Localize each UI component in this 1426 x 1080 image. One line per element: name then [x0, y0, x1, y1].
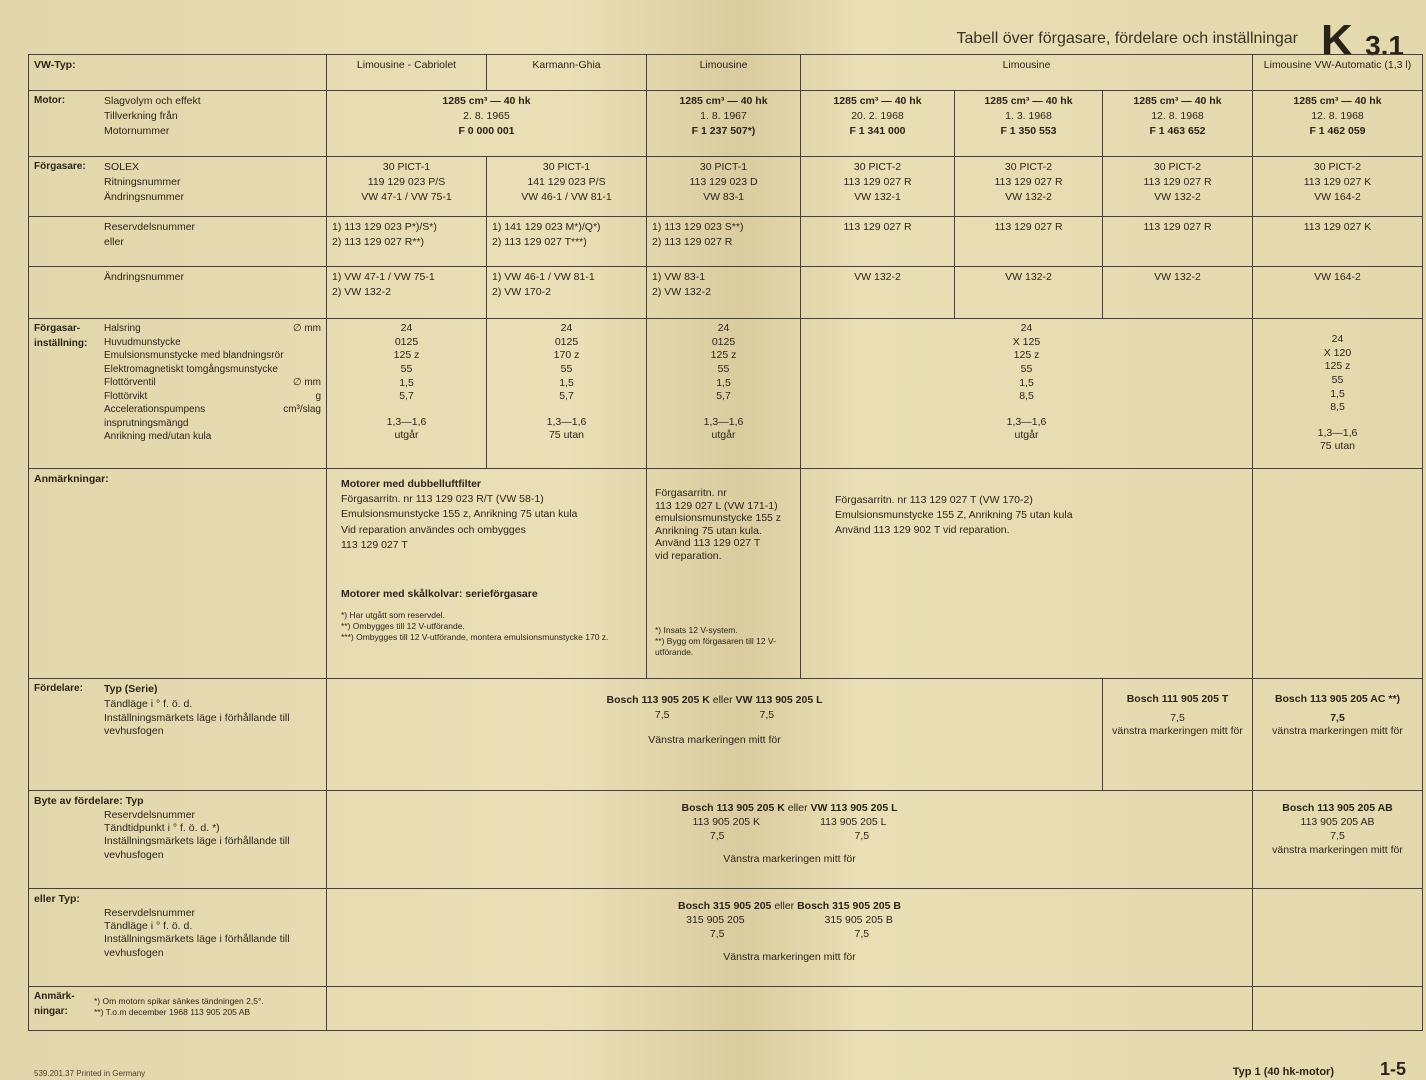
motor-g4-date: 1. 3. 1968: [1005, 110, 1052, 123]
installning-item-2: Huvudmunstycke: [104, 336, 181, 348]
byte-p2: 113 905 205 L: [820, 816, 887, 829]
motor-g1-number: F 0 000 001: [458, 125, 515, 138]
fordelare-c3-mark: vänstra markeringen mitt för: [1272, 725, 1403, 738]
installning-c1-v6: 5,7: [399, 390, 414, 403]
vwtyp-col-3: Limousine: [647, 55, 801, 91]
byte-p1: 113 905 205 K: [692, 816, 761, 829]
anm-a-line-2: Emulsionsmunstycke 155 z, Anrikning 75 utan kula: [341, 508, 578, 521]
installning-unit-7: cm³/slag: [283, 404, 321, 415]
reserv-c2-line-1: 1) 141 129 023 M*)/Q*): [492, 221, 601, 233]
forgasare-col-1: [327, 157, 487, 217]
anmarkningar-label: Anmärkningar:: [29, 469, 327, 679]
anm-b-line-3: emulsionsmunstycke 155 z: [655, 512, 782, 525]
byte-c3-part: 113 905 205 AB: [1300, 816, 1375, 829]
installning-c2-v1: 24: [560, 322, 573, 334]
installning-c5-v8: 75 utan: [1319, 440, 1356, 453]
motor-group-4: [955, 91, 1103, 157]
anm-a-line-4: 113 129 027 T: [341, 538, 408, 551]
andring-col-2: [487, 267, 647, 319]
document-title: Tabell över förgasare, fördelare och inställningar: [956, 30, 1298, 47]
forgasare-c3-model: 30 PICT-1: [699, 161, 748, 173]
motor-g4-number: F 1 350 553: [1000, 125, 1057, 138]
installning-col-4: [801, 319, 1253, 469]
fordelare-main: [327, 679, 1103, 791]
fordelare-c3-val: 7,5: [1330, 712, 1345, 725]
reserv-col-2: [487, 217, 647, 267]
installning-c5-v7: 1,3—1,6: [1317, 426, 1358, 439]
installning-c4-v6: 8,5: [1019, 390, 1034, 403]
reserv-item-1: Reservdelsnummer: [104, 221, 196, 233]
reserv-c1-line-2: 2) 113 129 027 R**): [332, 236, 425, 249]
forgasare-c3-drawing: 113 129 023 D: [689, 176, 758, 189]
motor-g6-number: F 1 462 059: [1309, 125, 1366, 138]
anmarkningar-col-d: [1253, 469, 1423, 679]
reserv-item-2: eller: [104, 236, 124, 249]
installning-col-3: [647, 319, 801, 469]
motor-group-3: [801, 91, 955, 157]
reserv-col-3: [647, 217, 801, 267]
byte-label-cell: [29, 791, 327, 889]
forgasare-item-3: Ändringsnummer: [104, 191, 184, 204]
installning-c2-v6: 5,7: [559, 390, 574, 403]
anm-b-line-6: vid reparation.: [655, 549, 722, 562]
forgasare-c4-drawing: 113 129 027 R: [843, 176, 912, 189]
forgasare-c4-change: VW 132-1: [854, 191, 901, 204]
installning-c5-v2: X 120: [1323, 346, 1352, 359]
forgasare-col-5: [955, 157, 1103, 217]
installning-c4-v2: X 125: [1012, 335, 1041, 348]
fordelare-main-vw: VW 113 905 205 L: [735, 694, 823, 706]
installning-unit-6: g: [315, 390, 321, 402]
anm2-note-2: **) T.o.m december 1968 113 905 205 AB: [94, 1007, 251, 1018]
vwtyp-col-2: Karmann-Ghia: [487, 55, 647, 91]
anm-c-line-3: Använd 113 129 902 T vid reparation.: [835, 524, 1010, 537]
fordelare-main-v2: 7,5: [759, 709, 775, 722]
anm-b-line-5: Använd 113 129 027 T: [655, 537, 761, 550]
fordelare-item-2: Inställningsmärkets läge i förhållande till vevhusfogen: [104, 712, 290, 737]
forgasare-c6-model: 30 PICT-2: [1153, 161, 1202, 173]
anm-b-note-1: *) Insats 12 V-system.: [655, 624, 738, 635]
installning-label-2: inställning:: [34, 337, 88, 349]
row-reserv: [29, 217, 1423, 267]
installning-c2-v4: 55: [560, 362, 573, 375]
ellertyp-label-cell: [29, 889, 327, 987]
row-anmarkningar: [29, 469, 1423, 679]
vwtyp-col-4: Limousine: [801, 55, 1253, 91]
installning-c1-v8: utgår: [394, 429, 419, 442]
ellertyp-item-2: Tändläge i ° f. ö. d.: [104, 920, 193, 933]
forgasare-c4-model: 30 PICT-2: [853, 161, 902, 173]
fordelare-item-1: Tändläge i ° f. ö. d.: [104, 698, 193, 711]
installning-c5-v5: 1,5: [1330, 387, 1345, 400]
forgasare-c7-drawing: 113 129 027 K: [1303, 176, 1372, 189]
byte-main-bosch: Bosch 113 905 205 K: [681, 802, 785, 814]
forgasare-item-1: SOLEX: [104, 161, 140, 173]
motor-item-3: Motornummer: [104, 125, 170, 138]
forgasare-c5-change: VW 132-2: [1005, 191, 1052, 204]
byte-c3-mark: vänstra markeringen mitt för: [1272, 843, 1403, 856]
motor-g2-volume: 1285 cm³ — 40 hk: [679, 95, 768, 107]
forgasare-col-3: [647, 157, 801, 217]
row-ellertyp: [29, 889, 1423, 987]
vwtyp-label: VW-Typ:: [29, 55, 327, 91]
installning-unit-1: ∅ mm: [292, 323, 321, 334]
fordelare-label: Fördelare:: [34, 683, 83, 694]
byte-eller: eller: [787, 802, 808, 814]
byte-c3-bosch: Bosch 113 905 205 AB: [1282, 802, 1393, 814]
fordelare-label-cell: [29, 679, 327, 791]
forgasare-c1-drawing: 119 129 023 P/S: [367, 176, 446, 189]
forgasare-c1-model: 30 PICT-1: [382, 161, 431, 173]
reserv-c1-line-1: 1) 113 129 023 P*)/S*): [332, 221, 437, 233]
installning-item-5: Flottörventil: [104, 377, 156, 388]
footer-type: Typ 1 (40 hk-motor): [1232, 1066, 1334, 1078]
forgasare-c1-change: VW 47-1 / VW 75-1: [361, 191, 452, 204]
motor-group-5: [1103, 91, 1253, 157]
installning-item-7: Accelerationspumpens insprutningsmängd: [104, 404, 206, 429]
installning-c1-v2: 0125: [394, 335, 419, 348]
reserv-c3-line-2: 2) 113 129 027 R: [652, 236, 733, 249]
installning-c4-v1: 24: [1020, 322, 1033, 334]
installning-item-3: Emulsionsmunstycke med blandningsrör: [104, 350, 284, 361]
anm-a-title-2: Motorer med skålkolvar: serieförgasare: [341, 588, 538, 601]
vwtyp-col-5: Limousine VW-Automatic (1,3 l): [1253, 55, 1423, 91]
andring-c1-line-2: 2) VW 132-2: [332, 286, 391, 299]
installning-c3-v3: 125 z: [710, 349, 737, 362]
installning-c5-v3: 125 z: [1324, 360, 1351, 373]
anm-b-line-2: 113 129 027 L (VW 171-1): [655, 499, 778, 512]
installning-c4-v8: utgår: [1014, 429, 1039, 442]
installning-item-6: Flottörvikt: [104, 390, 148, 402]
specs-table: [28, 54, 1423, 1031]
fordelare-c2-val: 7,5: [1170, 712, 1185, 725]
andring-col-4: VW 132-2: [801, 267, 955, 319]
anm2-note-1: *) Om motorn spikar sänkes tändningen 2,5°.: [94, 996, 264, 1006]
installning-c1-v1: 24: [400, 322, 413, 334]
motor-g5-number: F 1 463 652: [1149, 125, 1206, 138]
anm-a-note-2: **) Ombygges till 12 V-utförande.: [341, 621, 465, 632]
anmarkningar-col-c: [801, 469, 1253, 679]
ellertyp-v2: 7,5: [854, 928, 870, 941]
anmarkningar-col-a: [327, 469, 647, 679]
installning-c5-v1: 24: [1331, 333, 1344, 345]
installning-c5-v6: 8,5: [1330, 401, 1345, 414]
installning-c4-v7: 1,3—1,6: [1006, 415, 1047, 428]
forgasare-c5-drawing: 113 129 027 R: [994, 176, 1063, 189]
forgasare-label: Förgasare:: [34, 161, 86, 172]
installning-label-cell: [29, 319, 327, 469]
anm-c-line-1: Förgasarritn. nr 113 129 027 T (VW 170-2): [835, 494, 1033, 506]
row-fordelare: [29, 679, 1423, 791]
section-code-letter: K: [1321, 16, 1353, 65]
fordelare-eller: eller: [712, 694, 733, 706]
forgasare-col-2: [487, 157, 647, 217]
reserv-c2-line-2: 2) 113 129 027 T***): [492, 236, 587, 249]
motor-label: Motor:: [34, 95, 66, 106]
forgasare-col-4: [801, 157, 955, 217]
forgasare-c3-change: VW 83-1: [703, 191, 744, 204]
byte-item-2: Tändtidpunkt i ° f. ö. d. *): [104, 822, 220, 835]
ellertyp-p2: 315 905 205 B: [824, 914, 893, 927]
installning-item-4: Elektromagnetiskt tomgångsmunstycke: [104, 363, 278, 375]
installning-c3-v1: 24: [717, 322, 730, 334]
motor-item-2: Tillverkning från: [104, 110, 178, 123]
byte-col-3: [1253, 791, 1423, 889]
installning-col-2: [487, 319, 647, 469]
installning-c4-v3: 125 z: [1013, 349, 1040, 362]
andring-item: Ändringsnummer: [104, 271, 184, 283]
ellertyp-main-bosch: Bosch 315 905 205: [678, 900, 772, 912]
motor-g6-date: 12. 8. 1968: [1311, 110, 1364, 123]
ellertyp-main-bosch2: Bosch 315 905 205 B: [797, 900, 901, 912]
forgasare-c2-model: 30 PICT-1: [542, 161, 591, 173]
row-anm2: [29, 987, 1423, 1031]
installning-label-1: Förgasar-: [34, 323, 81, 334]
forgasare-c6-change: VW 132-2: [1154, 191, 1201, 204]
installning-c5-v4: 55: [1331, 373, 1344, 386]
motor-g3-number: F 1 341 000: [849, 125, 906, 138]
ellertyp-label: eller Typ:: [34, 893, 80, 905]
andring-col-7: VW 164-2: [1253, 267, 1423, 319]
fordelare-c2-bosch: Bosch 111 905 205 T: [1126, 693, 1229, 705]
forgasare-col-7: [1253, 157, 1423, 217]
motor-g5-date: 12. 8. 1968: [1151, 110, 1204, 123]
footer-print-info: 539.201.37 Printed in Germany: [34, 1069, 146, 1078]
motor-label-cell: [29, 91, 327, 157]
installning-c3-v5: 1,5: [716, 376, 731, 389]
motor-g2-number: F 1 237 507*): [691, 125, 756, 138]
footer-page-number: 1-5: [1379, 1059, 1406, 1079]
andring-col-5: VW 132-2: [955, 267, 1103, 319]
forgasare-c5-model: 30 PICT-2: [1004, 161, 1053, 173]
motor-g1-volume: 1285 cm³ — 40 hk: [442, 95, 531, 107]
ellertyp-main: [327, 889, 1253, 987]
anm-a-note-1: *) Har utgått som reservdel.: [341, 610, 445, 621]
fordelare-main-mark: Vänstra markeringen mitt för: [648, 734, 781, 747]
byte-main-vw: VW 113 905 205 L: [810, 802, 898, 814]
andring-col-3: [647, 267, 801, 319]
installning-c1-v3: 125 z: [393, 349, 420, 362]
installning-unit-5: ∅ mm: [292, 377, 321, 388]
byte-item-1: Reservdelsnummer: [104, 809, 196, 822]
fordelare-c3-bosch: Bosch 113 905 205 AC **): [1274, 693, 1401, 705]
anm2-label: Anmärk- ningar:: [34, 991, 75, 1017]
reserv-col-6: 113 129 027 R: [1103, 217, 1253, 267]
anm2-col-3: [1253, 987, 1423, 1031]
anm2-main: [327, 987, 1253, 1031]
byte-mark: Vänstra markeringen mitt för: [723, 852, 856, 865]
byte-item-3: Inställningsmärkets läge i förhållande till vevhusfogen: [104, 835, 290, 861]
andring-c2-line-1: 1) VW 46-1 / VW 81-1: [492, 271, 595, 283]
byte-label: Byte av fördelare: Typ: [34, 795, 144, 807]
installning-col-5: [1253, 319, 1423, 469]
andring-c3-line-1: 1) VW 83-1: [652, 271, 706, 283]
fordelare-typ: Typ (Serie): [104, 683, 158, 695]
installning-c2-v2: 0125: [554, 335, 579, 348]
installning-c1-v5: 1,5: [399, 376, 414, 389]
motor-g2-date: 1. 8. 1967: [700, 110, 747, 123]
installning-c2-v3: 170 z: [553, 349, 580, 362]
motor-group-1: [327, 91, 647, 157]
anm-a-note-3: ***) Ombygges till 12 V-utförande, montera emulsionsmunstycke 170 z.: [341, 632, 609, 643]
installning-c4-v4: 55: [1020, 362, 1033, 375]
installning-c3-v8: utgår: [711, 429, 736, 442]
anm-b-line-4: Anrikning 75 utan kula.: [655, 524, 762, 537]
fordelare-main-v1: 7,5: [654, 709, 670, 722]
forgasare-c2-drawing: 141 129 023 P/S: [527, 176, 606, 189]
byte-v2: 7,5: [854, 830, 870, 843]
anm-c-line-2: Emulsionsmunstycke 155 Z, Anrikning 75 utan kula: [835, 509, 1073, 522]
fordelare-col-2: [1103, 679, 1253, 791]
forgasare-c7-change: VW 164-2: [1314, 191, 1361, 204]
installning-c3-v7: 1,3—1,6: [703, 415, 744, 428]
andring-c1-line-1: 1) VW 47-1 / VW 75-1: [332, 271, 435, 283]
installning-c2-v7: 1,3—1,6: [546, 415, 587, 428]
forgasare-label-cell: [29, 157, 327, 217]
andring-c2-line-2: 2) VW 170-2: [492, 286, 551, 299]
anm-a-title: Motorer med dubbelluftfilter: [341, 478, 481, 490]
anm-b-note-2: **) Bygg om förgasaren till 12 V-utförande.: [655, 635, 776, 657]
motor-g6-volume: 1285 cm³ — 40 hk: [1293, 95, 1382, 107]
forgasare-c7-model: 30 PICT-2: [1313, 161, 1362, 173]
ellertyp-v1: 7,5: [709, 928, 725, 941]
installning-c3-v2: 0125: [711, 335, 736, 348]
byte-v1: 7,5: [709, 830, 725, 843]
installning-c2-v8: 75 utan: [548, 429, 585, 442]
forgasare-item-2: Ritningsnummer: [104, 176, 181, 189]
row-andring: [29, 267, 1423, 319]
installning-c2-v5: 1,5: [559, 376, 574, 389]
installning-c1-v4: 55: [400, 362, 413, 375]
row-motor: [29, 91, 1423, 157]
row-forgasare: [29, 157, 1423, 217]
byte-main: [327, 791, 1253, 889]
ellertyp-item-1: Reservdelsnummer: [104, 907, 196, 920]
anm-a-line-1: Förgasarritn. nr 113 129 023 R/T (VW 58-1): [341, 493, 544, 506]
anm-b-line-1: Förgasarritn. nr: [655, 487, 727, 499]
motor-g1-date: 2. 8. 1965: [463, 110, 510, 123]
section-code-number: 3.1: [1365, 30, 1404, 61]
ellertyp-p1: 315 905 205: [686, 914, 745, 927]
reserv-c3-line-1: 1) 113 129 023 S**): [652, 221, 744, 233]
forgasare-col-6: [1103, 157, 1253, 217]
motor-item-1: Slagvolym och effekt: [104, 95, 201, 107]
installning-c3-v4: 55: [717, 362, 730, 375]
installning-item-8: Anrikning med/utan kula: [104, 431, 212, 442]
installning-c1-v7: 1,3—1,6: [386, 415, 427, 428]
ellertyp-mark: Vänstra markeringen mitt för: [723, 950, 856, 963]
motor-g3-volume: 1285 cm³ — 40 hk: [833, 95, 922, 107]
fordelare-col-3: [1253, 679, 1423, 791]
reserv-col-4: 113 129 027 R: [801, 217, 955, 267]
ellertyp-eller: eller: [774, 900, 795, 912]
andring-col-6: VW 132-2: [1103, 267, 1253, 319]
ellertyp-item-3: Inställningsmärkets läge i förhållande till vevhusfogen: [104, 933, 290, 959]
andring-c3-line-2: 2) VW 132-2: [652, 286, 711, 299]
vwtyp-col-1: Limousine - Cabriolet: [327, 55, 487, 91]
motor-group-6: [1253, 91, 1423, 157]
byte-c3-val: 7,5: [1330, 830, 1345, 843]
forgasare-c6-drawing: 113 129 027 R: [1143, 176, 1212, 189]
reserv-label-cell: [29, 217, 327, 267]
reserv-col-7: 113 129 027 K: [1253, 217, 1423, 267]
anm-a-line-3: Vid reparation användes och ombygges: [341, 523, 526, 536]
row-vwtyp: [29, 55, 1423, 91]
row-installning: [29, 319, 1423, 469]
ellertyp-col-3: [1253, 889, 1423, 987]
fordelare-main-bosch: Bosch 113 905 205 K: [606, 694, 710, 706]
andring-col-1: [327, 267, 487, 319]
fordelare-c2-mark: vänstra markeringen mitt för: [1112, 725, 1243, 738]
reserv-col-1: [327, 217, 487, 267]
motor-g5-volume: 1285 cm³ — 40 hk: [1133, 95, 1222, 107]
motor-g3-date: 20. 2. 1968: [851, 110, 904, 123]
andring-label-cell: [29, 267, 327, 319]
motor-g4-volume: 1285 cm³ — 40 hk: [984, 95, 1073, 107]
anmarkningar-col-b: [647, 469, 801, 679]
installning-c4-v5: 1,5: [1019, 376, 1034, 389]
installning-item-1: Halsring: [104, 323, 141, 334]
anm2-label-cell: [29, 987, 327, 1031]
reserv-col-5: 113 129 027 R: [955, 217, 1103, 267]
row-byte: [29, 791, 1423, 889]
installning-col-1: [327, 319, 487, 469]
motor-group-2: [647, 91, 801, 157]
installning-c3-v6: 5,7: [716, 390, 731, 403]
forgasare-c2-change: VW 46-1 / VW 81-1: [521, 191, 612, 204]
